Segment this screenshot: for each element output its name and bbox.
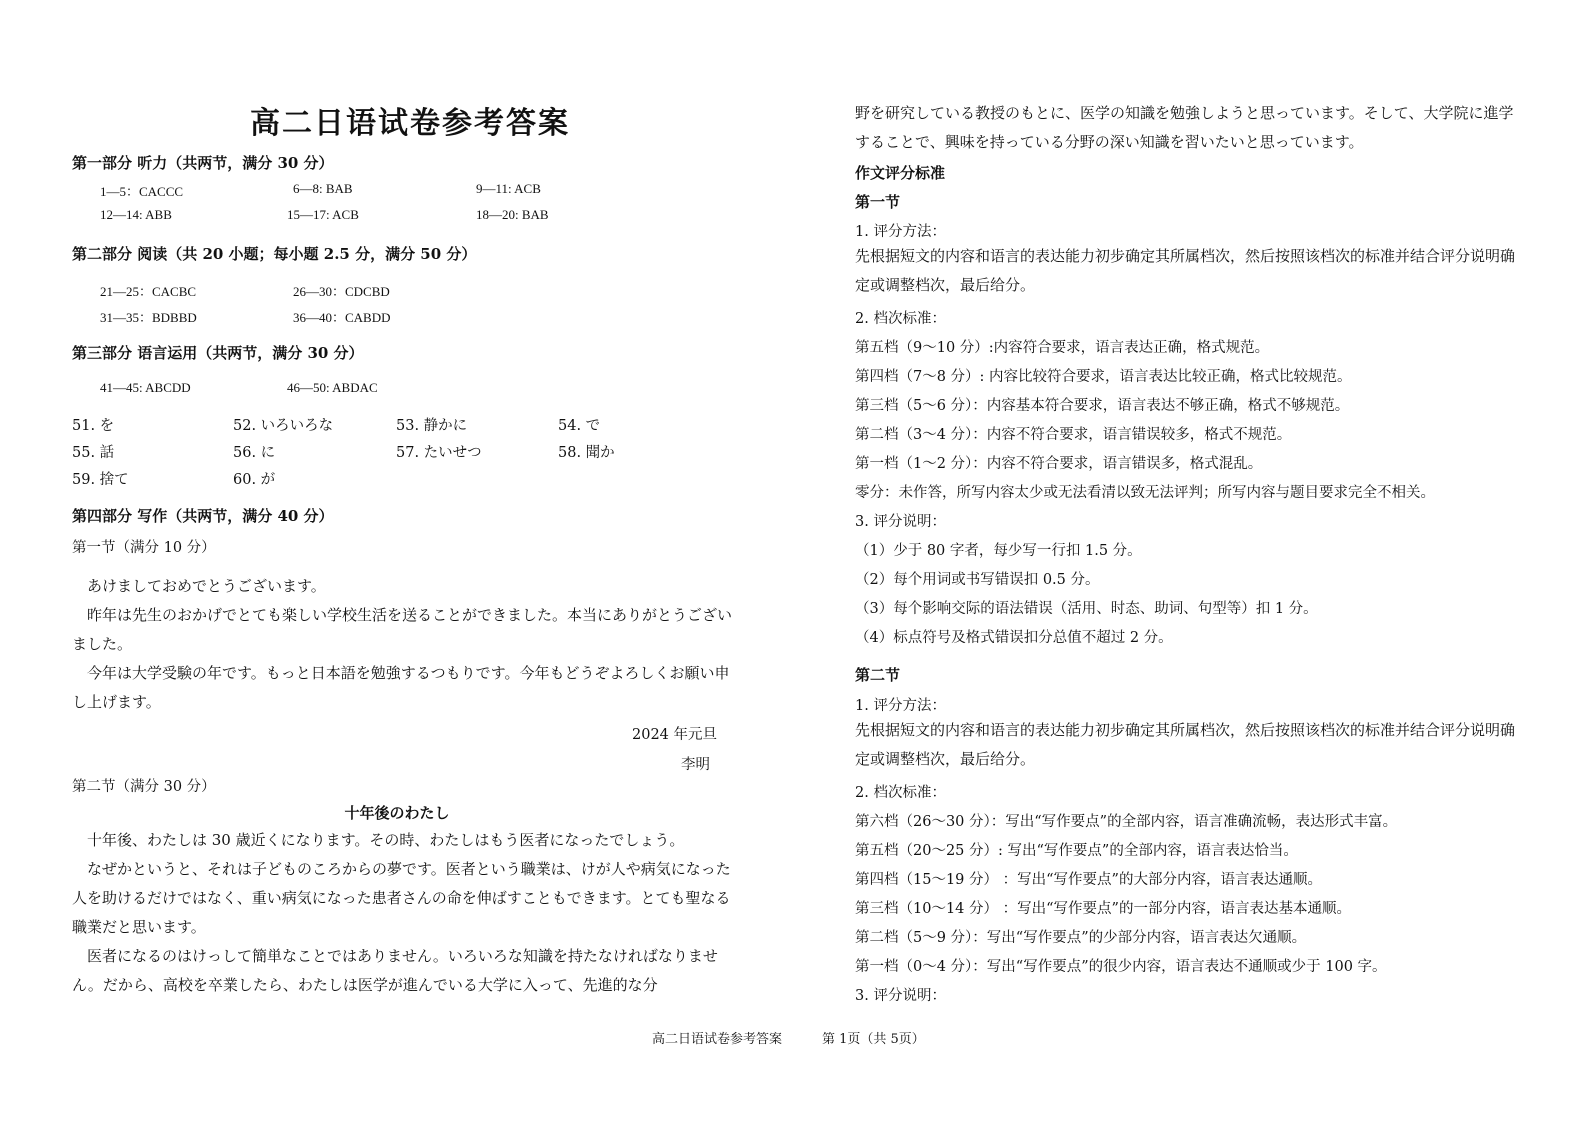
letter-line: 今年は大学受験の年です。もっと日本語を勉強するつもりです。今年もどうぞよろしくお願い申し上げます。 <box>72 664 730 711</box>
page-title: 高二日语试卷参考答案 <box>250 106 570 141</box>
fill-answer: 60. が <box>233 472 276 488</box>
letter-date: 2024 年元旦 <box>632 727 718 743</box>
footer-title: 高二日语试卷参考答案 <box>652 1032 783 1047</box>
method-label: 1. 评分方法： <box>855 224 946 240</box>
note-item: （4）标点符号及格式错误扣分总值不超过 2 分。 <box>855 630 1173 646</box>
method-text: 先根据短文的内容和语言的表达能力初步确定其所属档次，然后按照该档次的标准并结合评分说明确定或调整档次，最后给分。 <box>855 247 1516 294</box>
level-item: 第一档（0～4 分）：写出“写作要点”的很少内容，语言表达不通顺或少于 100 字。 <box>855 959 1387 975</box>
fill-answer: 55. 話 <box>72 445 115 461</box>
method-text: 先根据短文的内容和语言的表达能力初步确定其所属档次，然后按照该档次的标准并结合评分说明确定或调整档次，最后给分。 <box>855 721 1516 768</box>
criteria-section2-label: 第二节 <box>855 666 901 684</box>
levels-label: 2. 档次标准： <box>855 311 946 327</box>
level-item: 零分：未作答，所写内容太少或无法看清以致无法评判；所写内容与题目要求完全不相关。 <box>855 485 1435 501</box>
fill-answer: 57. たいせつ <box>396 445 482 461</box>
part2-heading: 第二部分 阅读（共 20 小题；每小题 2.5 分，满分 50 分） <box>72 245 477 263</box>
method-label: 1. 评分方法： <box>855 698 946 714</box>
answer-item: 21—25：CACBC <box>100 284 197 299</box>
fill-answer: 56. に <box>233 445 276 461</box>
part4-heading: 第四部分 写作（共两节，满分 40 分） <box>72 507 334 525</box>
answer-item: 15—17: ACB <box>287 207 359 222</box>
level-item: 第二档（5～9 分）：写出“写作要点”的少部分内容，语言表达欠通顺。 <box>855 930 1307 946</box>
level-item: 第二档（3～4 分）：内容不符合要求，语言错误较多，格式不规范。 <box>855 427 1292 443</box>
answer-item: 46—50: ABDAC <box>287 380 378 395</box>
part3-heading: 第三部分 语言运用（共两节，满分 30 分） <box>72 344 364 362</box>
note-item: （2）每个用词或书写错误扣 0.5 分。 <box>855 572 1100 588</box>
essay-paragraph: 医者になるのはけっして簡単なことではありません。いろいろな知識を持たなければなりません。だから、高校を卒業したら、わたしは医学が進んでいる大学に入って、先進的な分 <box>72 947 718 994</box>
levels-label: 2. 档次标准： <box>855 785 946 801</box>
level-item: 第一档（1～2 分）：内容不符合要求，语言错误多，格式混乱。 <box>855 456 1263 472</box>
level-item: 第三档（10～14 分） ：写出“写作要点”的一部分内容，语言表达基本通顺。 <box>855 901 1351 917</box>
section2-label: 第二节（满分 30 分） <box>72 779 216 795</box>
answer-item: 1—5：CACCC <box>100 184 184 199</box>
letter-line: あけましておめでとうございます。 <box>87 577 326 595</box>
fill-answer: 52. いろいろな <box>233 418 334 434</box>
essay-paragraph: なぜかというと、それは子どものころからの夢です。医者という職業は、けが人や病気になった人を助けるだけではなく、重い病気になった患者さんの命を伸ばすこともできます。とても聖なる職業だと思います。 <box>72 860 731 936</box>
notes-label: 3. 评分说明： <box>855 988 946 1004</box>
answer-item: 6—8: BAB <box>293 181 353 196</box>
level-item: 第五档（20～25 分）: 写出“写作要点”的全部内容，语言表达恰当。 <box>855 843 1298 859</box>
criteria-title: 作文评分标准 <box>855 164 946 182</box>
fill-answer: 58. 聞か <box>558 445 615 461</box>
fill-answer: 54. で <box>558 418 601 434</box>
level-item: 第六档（26～30 分）：写出“写作要点”的全部内容，语言准确流畅，表达形式丰富。 <box>855 814 1398 830</box>
fill-answer: 53. 静かに <box>396 418 468 434</box>
fill-answer: 59. 捨て <box>72 472 129 488</box>
answer-item: 18—20: BAB <box>476 207 549 222</box>
criteria-section1-label: 第一节 <box>855 193 901 211</box>
answer-item: 12—14: ABB <box>100 207 172 222</box>
notes-label: 3. 评分说明： <box>855 514 946 530</box>
level-item: 第四档（7～8 分）: 内容比较符合要求，语言表达比较正确，格式比较规范。 <box>855 369 1352 385</box>
essay-paragraph: 十年後、わたしは 30 歳近くになります。その時、わたしはもう医者になったでしょう。 <box>87 831 685 849</box>
answer-item: 36—40：CABDD <box>293 310 391 325</box>
part1-heading: 第一部分 听力（共两节，满分 30 分） <box>72 154 334 172</box>
essay-title: 十年後のわたし <box>344 804 450 822</box>
level-item: 第四档（15～19 分） ：写出“写作要点”的大部分内容，语言表达通顺。 <box>855 872 1322 888</box>
answer-item: 9—11: ACB <box>476 181 541 196</box>
note-item: （1）少于 80 字者，每少写一行扣 1.5 分。 <box>855 543 1142 559</box>
answer-item: 31—35：BDBBD <box>100 310 197 325</box>
section1-label: 第一节（满分 10 分） <box>72 540 216 556</box>
essay-continuation: 野を研究している教授のもとに、医学の知識を勉強しようと思っています。そして、大学院に進学することで、興味を持っている分野の深い知識を習いたいと思っています。 <box>855 104 1514 151</box>
level-item: 第三档（5～6 分）：内容基本符合要求，语言表达不够正确，格式不够规范。 <box>855 398 1350 414</box>
level-item: 第五档（9～10 分）:内容符合要求，语言表达正确，格式规范。 <box>855 340 1270 356</box>
answer-item: 26—30：CDCBD <box>293 284 390 299</box>
note-item: （3）每个影响交际的语法错误（活用、时态、助词、句型等）扣 1 分。 <box>855 601 1318 617</box>
page-number: 第 1页（共 5页） <box>822 1032 925 1047</box>
letter-signature: 李明 <box>681 757 710 773</box>
fill-answer: 51. を <box>72 418 115 434</box>
letter-line: 昨年は先生のおかげでとても楽しい学校生活を送ることができました。本当にありがとうございました。 <box>72 606 733 653</box>
answer-item: 41—45: ABCDD <box>100 380 191 395</box>
